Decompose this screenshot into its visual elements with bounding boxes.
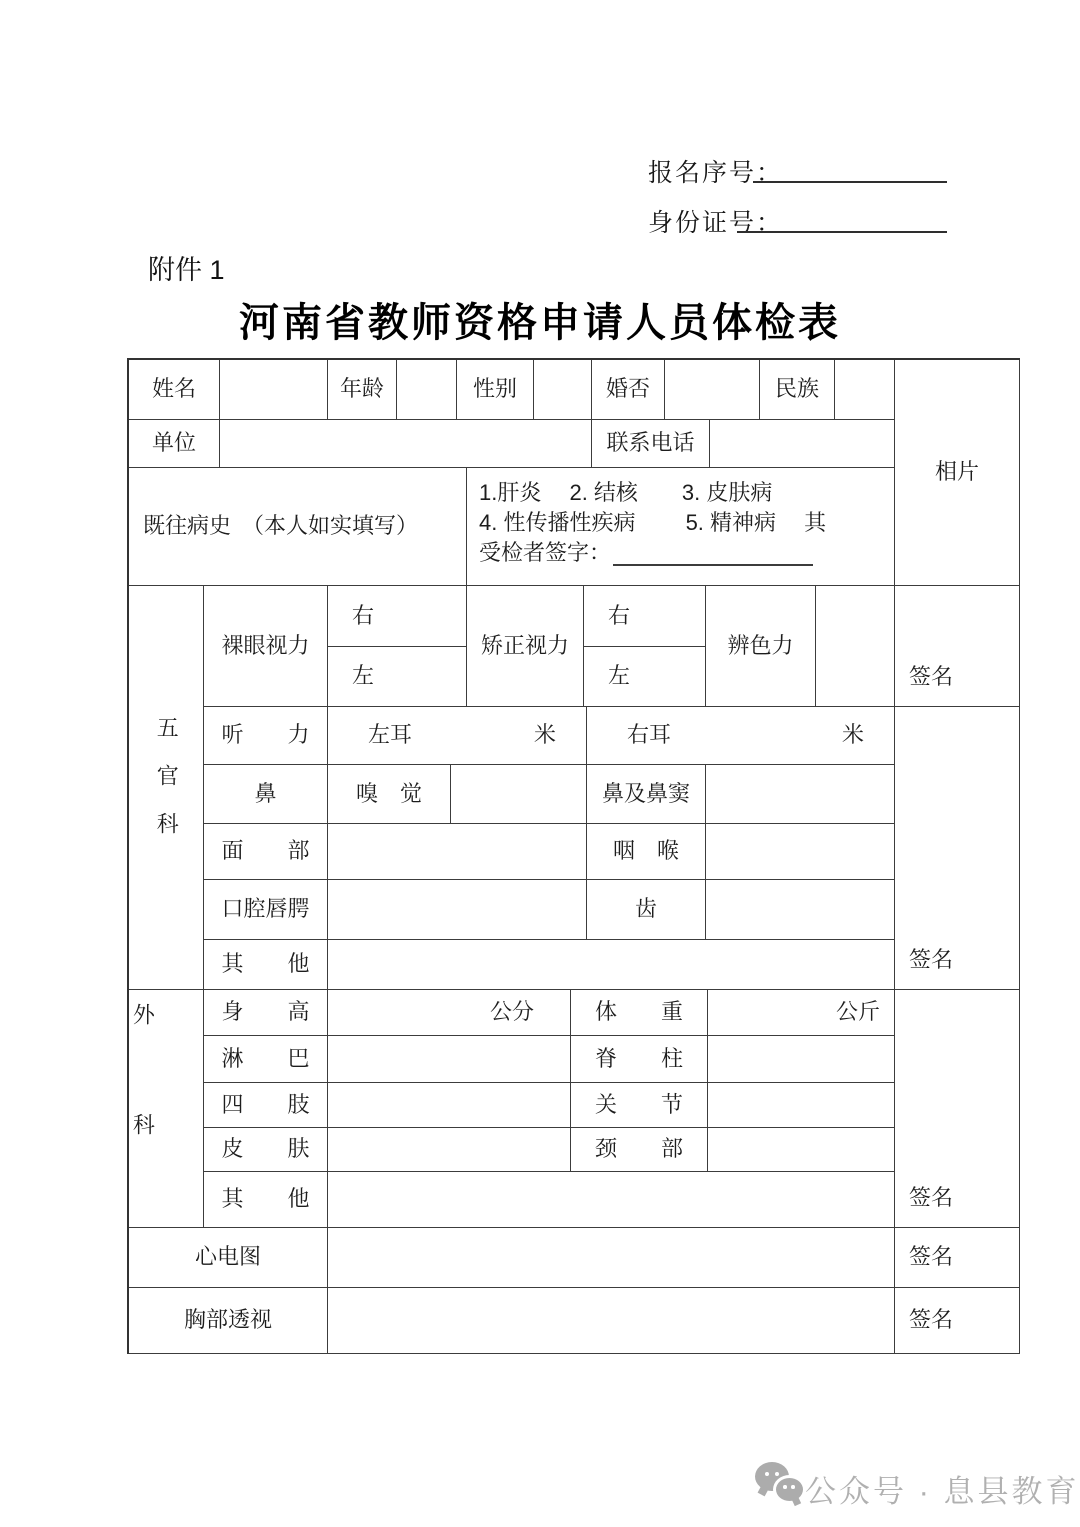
attachment-label: 附件 1 [148, 255, 225, 285]
nose-sinus-field [706, 765, 895, 824]
ecg-field [328, 1228, 895, 1288]
wechat-bubble-eye [775, 1472, 779, 1476]
color-vision-field [816, 586, 895, 707]
registration-number-blank-line [753, 155, 947, 183]
height-field [328, 990, 571, 1036]
ent-other-label: 其 他 [204, 940, 328, 990]
joints-field [708, 1083, 895, 1128]
hearing-left-ear-field [328, 707, 587, 765]
lymph-label: 淋 巴 [204, 1036, 328, 1083]
nose-label: 鼻 [204, 765, 328, 824]
joints-label: 关 节 [571, 1083, 708, 1128]
left-ear-label: 左耳 [368, 722, 413, 748]
marital-field [665, 360, 760, 420]
smell-label: 嗅 觉 [328, 765, 451, 824]
teeth-field [706, 880, 895, 940]
id-number-label: 身份证号： [648, 210, 784, 237]
corrected-vision-left-field: 左 [584, 647, 706, 707]
sign-label-ent: 签名 [895, 707, 1020, 990]
unit-label: 单位 [129, 420, 220, 468]
spine-label: 脊 柱 [571, 1036, 708, 1083]
weight-label: 体 重 [571, 990, 708, 1036]
age-field [397, 360, 457, 420]
wechat-bubble-eye [765, 1472, 769, 1476]
history-options-line1: 1.肝炎 2. 结核 3. 皮肤病 [479, 479, 773, 505]
gender-field [534, 360, 592, 420]
hearing-right-ear-field [587, 707, 895, 765]
oral-field [328, 880, 587, 940]
id-number-blank-line [737, 205, 947, 233]
sign-label-ecg: 签名 [895, 1228, 1020, 1288]
naked-vision-right-field: 右 [328, 586, 467, 647]
face-label: 面 部 [204, 824, 328, 880]
history-options-cell [467, 468, 895, 586]
wechat-bubble-small [773, 1475, 806, 1504]
limbs-label: 四 肢 [204, 1083, 328, 1128]
height-label: 身 高 [204, 990, 328, 1036]
page-title: 河南省教师资格申请人员体检表 [239, 300, 841, 345]
photo-cell: 相片 [895, 360, 1020, 586]
spine-field [708, 1036, 895, 1083]
sign-label-chest: 签名 [895, 1288, 1020, 1354]
naked-vision-label: 裸眼视力 [204, 586, 328, 707]
unit-field [220, 420, 592, 468]
sign-label-surgery: 签名 [895, 990, 1020, 1228]
face-field [328, 824, 587, 880]
section-ent-label: 五官科 [129, 586, 204, 990]
ent-other-field [328, 940, 895, 990]
chest-xray-field [328, 1288, 895, 1354]
examinee-signature-blank-line [613, 540, 813, 566]
age-label: 年龄 [328, 360, 397, 420]
skin-field [328, 1128, 571, 1172]
section-surgery-label: 外科 [129, 990, 204, 1228]
chest-xray-label: 胸部透视 [129, 1288, 328, 1354]
throat-label: 咽 喉 [587, 824, 706, 880]
ethnic-label: 民族 [760, 360, 835, 420]
teeth-label: 齿 [587, 880, 706, 940]
lymph-field [328, 1036, 571, 1083]
surgery-other-label: 其 他 [204, 1172, 328, 1228]
marital-label: 婚否 [592, 360, 665, 420]
nose-sinus-label: 鼻及鼻窦 [587, 765, 706, 824]
naked-vision-left-field: 左 [328, 647, 467, 707]
kg-unit-label: 公斤 [835, 999, 880, 1025]
oral-label: 口腔唇腭 [204, 880, 328, 940]
neck-field [708, 1128, 895, 1172]
hearing-label: 听 力 [204, 707, 328, 765]
history-options-line2: 4. 性传播性疾病 5. 精神病 其 [479, 509, 827, 535]
skin-label: 皮 肤 [204, 1128, 328, 1172]
name-label: 姓名 [129, 360, 220, 420]
corrected-vision-label: 矫正视力 [467, 586, 584, 707]
neck-label: 颈 部 [571, 1128, 708, 1172]
ecg-label: 心电图 [129, 1228, 328, 1288]
history-label: 既往病史 （本人如实填写） [129, 468, 467, 586]
limbs-field [328, 1083, 571, 1128]
public-account-watermark: 公众号 · 息县教育 [805, 1474, 1080, 1509]
sign-label-vision: 签名 [895, 586, 1020, 707]
wechat-bubble-eye [783, 1485, 787, 1489]
phone-label: 联系电话 [592, 420, 710, 468]
right-ear-label: 右耳 [627, 722, 672, 748]
cm-unit-label: 公分 [489, 999, 534, 1025]
throat-field [706, 824, 895, 880]
registration-number-label: 报名序号： [648, 160, 784, 187]
ethnic-field [835, 360, 895, 420]
wechat-icon [755, 1462, 803, 1502]
history-sign-line [479, 538, 813, 568]
wechat-bubble-eye [791, 1485, 795, 1489]
meter-unit-label: 米 [533, 722, 556, 748]
medical-exam-table [127, 358, 1020, 1354]
phone-field [710, 420, 895, 468]
smell-field [451, 765, 587, 824]
weight-field [708, 990, 895, 1036]
name-field [220, 360, 328, 420]
meter-unit-label: 米 [841, 722, 864, 748]
color-vision-label: 辨色力 [706, 586, 816, 707]
examinee-signature-label: 受检者签字： [479, 539, 612, 565]
surgery-other-field [328, 1172, 895, 1228]
gender-label: 性别 [457, 360, 534, 420]
corrected-vision-right-field: 右 [584, 586, 706, 647]
